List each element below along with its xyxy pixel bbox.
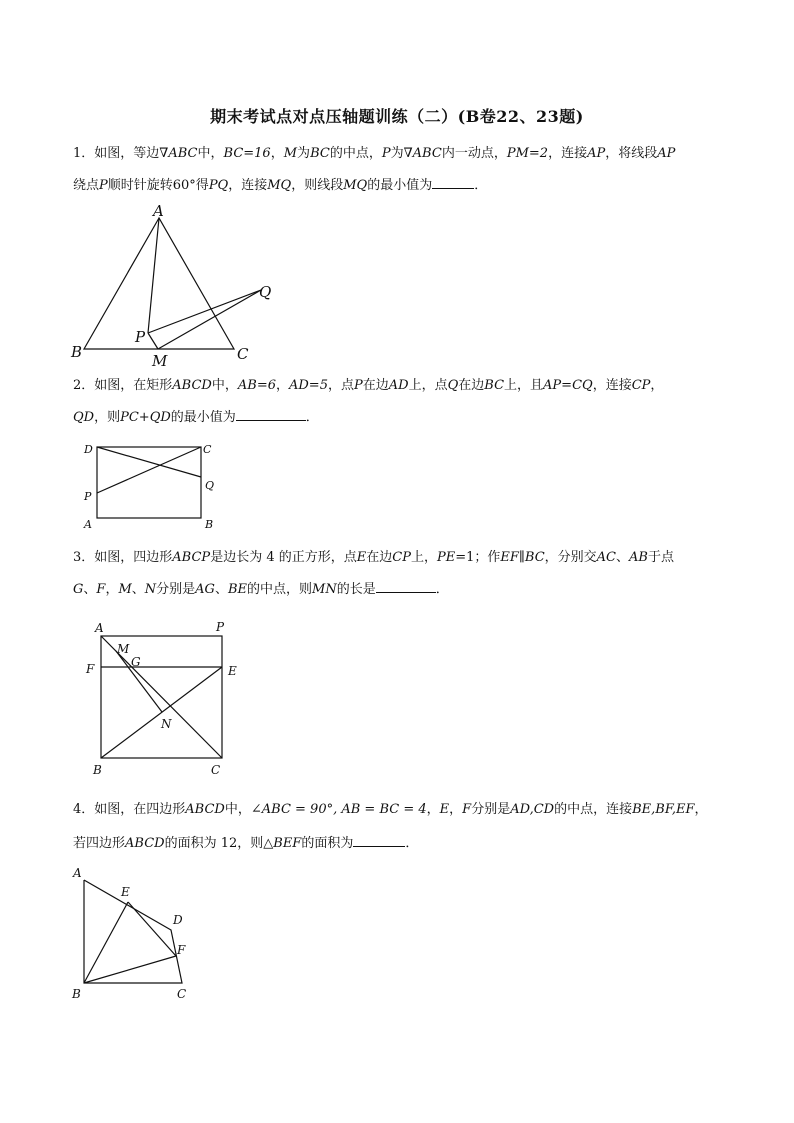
label-p: P bbox=[135, 328, 146, 346]
label-b: B bbox=[205, 518, 214, 531]
q1-math: MQ bbox=[343, 178, 368, 193]
q4-line-1 bbox=[73, 801, 707, 819]
q3-math: CP bbox=[392, 550, 411, 565]
segment-bf bbox=[84, 956, 176, 983]
q4-text: 若四边形 bbox=[73, 836, 126, 851]
label-e: E bbox=[228, 664, 237, 678]
q2-text: 如图，在矩形 bbox=[94, 378, 173, 393]
label-p: P bbox=[84, 490, 92, 503]
label-c: C bbox=[211, 763, 221, 777]
label-a: A bbox=[95, 621, 104, 635]
label-e: E bbox=[121, 885, 130, 899]
segment-mq bbox=[158, 290, 261, 349]
segment-ef bbox=[128, 902, 176, 956]
q2-math: AD bbox=[388, 378, 409, 393]
q3-math: MN bbox=[312, 582, 337, 597]
q1-number: 1． bbox=[73, 146, 95, 161]
q3-math: F bbox=[96, 582, 106, 597]
q4-text: ． bbox=[405, 836, 419, 851]
q2-math: QD bbox=[73, 410, 95, 425]
answer-blank[interactable] bbox=[432, 176, 474, 189]
label-m: M bbox=[117, 642, 130, 656]
q3-line-2 bbox=[73, 580, 449, 599]
q1-math: P bbox=[99, 178, 108, 193]
q2-text: 上，且 bbox=[504, 378, 544, 393]
q4-text: 的面积为 bbox=[301, 836, 354, 851]
segment-pm bbox=[148, 333, 158, 349]
q3-text: 的长是 bbox=[336, 582, 376, 597]
q3-text: ，分别交 bbox=[544, 550, 597, 565]
q3-math: AG bbox=[195, 582, 215, 597]
label-q: Q bbox=[259, 283, 272, 301]
q2-text: ， bbox=[650, 378, 664, 393]
segment-mn bbox=[116, 651, 162, 712]
q4-line-2 bbox=[73, 834, 418, 853]
label-m: M bbox=[152, 352, 168, 370]
q1-math: MQ bbox=[267, 178, 292, 193]
q2-math: BC bbox=[484, 378, 505, 393]
q1-math: PQ bbox=[208, 178, 229, 193]
rectangle-abcd bbox=[97, 447, 201, 518]
q4-math: F bbox=[462, 802, 472, 817]
q1-text: ，连接 bbox=[548, 146, 588, 161]
q3-math: G bbox=[73, 582, 84, 597]
q4-text: ， bbox=[449, 802, 463, 817]
label-b: B bbox=[72, 987, 81, 1001]
answer-blank[interactable] bbox=[236, 408, 306, 421]
q1-text: 为 bbox=[297, 146, 311, 161]
q3-math: ABCP bbox=[172, 550, 211, 565]
q1-math: P bbox=[381, 146, 391, 161]
q3-number: 3． bbox=[73, 550, 95, 565]
q4-number: 4． bbox=[73, 802, 95, 817]
q1-text: 中， bbox=[197, 146, 224, 161]
q3-text: ． bbox=[435, 582, 449, 597]
q3-math: AB bbox=[629, 550, 648, 565]
label-f: F bbox=[177, 943, 186, 957]
q2-text: 在边 bbox=[458, 378, 485, 393]
q1-math: AP bbox=[657, 146, 676, 161]
q2-math: AB=6 bbox=[237, 378, 276, 393]
q4-math: E bbox=[439, 802, 450, 817]
q3-text: 在边 bbox=[366, 550, 393, 565]
q4-math: ABCD bbox=[125, 836, 165, 851]
q2-math: CP bbox=[631, 378, 651, 393]
quadrilateral-abcd bbox=[84, 880, 182, 983]
segment-dq bbox=[97, 447, 201, 477]
q1-text: 为 bbox=[390, 146, 404, 161]
q4-math: ∠ABC = 90°, AB = BC = 4 bbox=[250, 802, 427, 817]
answer-blank[interactable] bbox=[376, 580, 436, 593]
segment-ac bbox=[101, 636, 222, 758]
q3-math: AC bbox=[596, 550, 617, 565]
q3-math: PE bbox=[436, 550, 456, 565]
q1-text: 顺时针旋转60°得 bbox=[107, 178, 209, 193]
q2-math: Q bbox=[447, 378, 459, 393]
q1-line-2 bbox=[73, 176, 487, 195]
q2-text: ， bbox=[275, 378, 289, 393]
q3-text: 、 bbox=[131, 582, 145, 597]
label-f: F bbox=[86, 662, 95, 676]
q2-math: ABCD bbox=[172, 378, 212, 393]
q3-text: 上， bbox=[410, 550, 437, 565]
square-abcp bbox=[101, 636, 222, 758]
q3-text: 分别是 bbox=[156, 582, 196, 597]
q1-text: ，将线段 bbox=[605, 146, 658, 161]
q3-text: 是边长为 4 的正方形，点 bbox=[210, 550, 357, 565]
q4-text: 中， bbox=[224, 802, 251, 817]
q2-math: AD=5 bbox=[289, 378, 328, 393]
q4-math: △BEF bbox=[263, 836, 302, 851]
q1-text: 绕点 bbox=[73, 178, 100, 193]
label-d: D bbox=[173, 913, 183, 927]
q3-text: 、 bbox=[83, 582, 97, 597]
q2-math: AP=CQ bbox=[543, 378, 593, 393]
label-q: Q bbox=[205, 479, 215, 492]
q4-text: 如图，在四边形 bbox=[94, 802, 186, 817]
q1-math: PM=2 bbox=[506, 146, 549, 161]
q4-text: 分别是 bbox=[471, 802, 511, 817]
label-a: A bbox=[153, 202, 164, 220]
q2-text: ． bbox=[305, 410, 319, 425]
q3-line-1 bbox=[73, 549, 674, 567]
q4-text: ， bbox=[694, 802, 708, 817]
q2-text: ，则 bbox=[94, 410, 121, 425]
q1-math: ∇ABC bbox=[159, 146, 198, 161]
q3-math: E bbox=[356, 550, 367, 565]
triangle-abc bbox=[84, 218, 234, 349]
label-g: G bbox=[131, 655, 141, 669]
q3-math: M bbox=[118, 582, 132, 597]
q1-math: M bbox=[283, 146, 298, 161]
segment-be bbox=[84, 902, 128, 983]
q4-text: 的中点，连接 bbox=[554, 802, 633, 817]
q4-math: AD,CD bbox=[510, 802, 555, 817]
q2-number: 2． bbox=[73, 378, 95, 393]
q3-math: BE bbox=[227, 582, 248, 597]
label-a: A bbox=[84, 518, 92, 531]
label-c: C bbox=[177, 987, 187, 1001]
q1-text: 如图，等边 bbox=[94, 146, 160, 161]
segment-be bbox=[101, 667, 222, 758]
q2-text: 在边 bbox=[362, 378, 389, 393]
q1-text: 的最小值为 bbox=[367, 178, 433, 193]
q3-text: =1；作 bbox=[455, 550, 501, 565]
q3-text: 、 bbox=[214, 582, 228, 597]
q1-text: ． bbox=[474, 178, 488, 193]
q4-math: BE,BF,EF bbox=[632, 802, 695, 817]
segment-ap bbox=[148, 218, 159, 333]
q1-text: ，则线段 bbox=[291, 178, 344, 193]
label-b: B bbox=[93, 763, 102, 777]
q1-math: ∇ABC bbox=[403, 146, 442, 161]
label-b: B bbox=[71, 343, 83, 361]
q4-text: 的面积为 12，则 bbox=[164, 836, 264, 851]
q2-text: ，点 bbox=[327, 378, 354, 393]
label-p: P bbox=[216, 620, 225, 634]
q2-text: 中， bbox=[211, 378, 238, 393]
segment-pc bbox=[97, 447, 201, 493]
q1-math: BC bbox=[310, 146, 330, 161]
q1-math: AP bbox=[587, 146, 606, 161]
label-c: C bbox=[203, 443, 212, 456]
q1-math: BC=16 bbox=[223, 146, 271, 161]
label-a: A bbox=[73, 866, 82, 880]
q1-text: 的中点， bbox=[329, 146, 382, 161]
q1-text: ，连接 bbox=[228, 178, 268, 193]
label-n: N bbox=[161, 717, 172, 731]
q3-text: ， bbox=[105, 582, 119, 597]
q2-text: 的最小值为 bbox=[170, 410, 236, 425]
q3-text: 如图，四边形 bbox=[94, 550, 173, 565]
q3-text: 的中点，则 bbox=[247, 582, 313, 597]
q2-math: PC+QD bbox=[120, 410, 171, 425]
q1-text: ， bbox=[270, 146, 284, 161]
q2-line-1 bbox=[73, 377, 663, 395]
q3-text: 、 bbox=[616, 550, 630, 565]
q1-line-1 bbox=[73, 145, 675, 163]
page-title: 期末考试点对点压轴题训练（二）(B卷22、23题) bbox=[210, 107, 584, 126]
q4-math: ABCD bbox=[185, 802, 225, 817]
label-c: C bbox=[237, 345, 249, 363]
q2-text: ，连接 bbox=[592, 378, 632, 393]
segment-pq bbox=[148, 290, 261, 333]
q3-math: EF∥BC bbox=[500, 550, 545, 565]
q4-text: ， bbox=[426, 802, 440, 817]
q3-text: 于点 bbox=[647, 550, 674, 565]
answer-blank[interactable] bbox=[353, 834, 405, 847]
q2-line-2 bbox=[73, 408, 319, 427]
q2-text: 上，点 bbox=[408, 378, 448, 393]
q1-text: 内一动点， bbox=[441, 146, 507, 161]
q2-math: P bbox=[354, 378, 363, 393]
label-d: D bbox=[84, 443, 93, 456]
q3-math: N bbox=[144, 582, 157, 597]
